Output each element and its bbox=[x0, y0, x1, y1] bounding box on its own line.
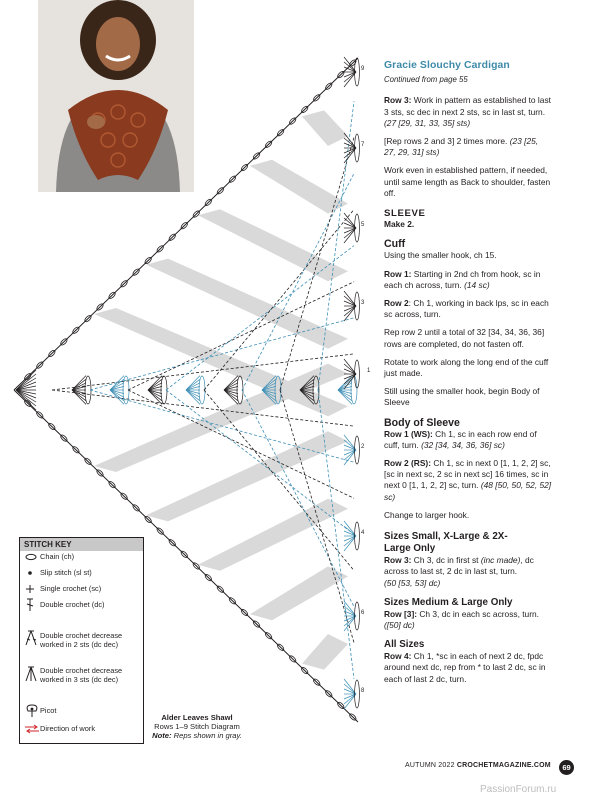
dc-fan-stitch bbox=[338, 390, 352, 397]
cuff-row1-count: (14 sc) bbox=[464, 279, 490, 290]
footer-season: AUTUMN 2022 bbox=[405, 762, 457, 769]
stitch-row-line bbox=[242, 173, 354, 390]
key-chain: Chain (ch) bbox=[40, 552, 75, 561]
key-dc: Double crochet (dc) bbox=[40, 600, 105, 609]
sm-row3-label: Row [3]: bbox=[384, 608, 418, 619]
gray-repeat-band bbox=[250, 566, 348, 620]
edge-fan-stitch bbox=[344, 374, 356, 384]
rotate-text: Rotate to work along the long end of the cuff just made. bbox=[384, 356, 549, 379]
repeat-text: [Rep rows 2 and 3] 2 times more. bbox=[384, 136, 510, 147]
sleeve-title: SLEEVE bbox=[384, 208, 426, 220]
key-direction: Direction of work bbox=[40, 724, 96, 733]
dc-fan-stitch bbox=[224, 390, 238, 397]
repeat-counts: (23 [25, 27, 29, 31] sts) bbox=[384, 136, 539, 158]
body-row1-label: Row 1 (WS): bbox=[384, 428, 433, 439]
change-hook: Change to larger hook. bbox=[384, 509, 470, 520]
key-slip: Slip stitch (sl st) bbox=[40, 568, 92, 577]
row-number: 1 bbox=[367, 368, 371, 374]
caption-note-label: Note: bbox=[152, 731, 172, 740]
dc-fan-stitch bbox=[338, 383, 352, 390]
edge-fan-stitch bbox=[344, 306, 356, 316]
edge-fan-stitch bbox=[344, 536, 356, 546]
row-number: 2 bbox=[361, 444, 365, 450]
body-row2 bbox=[384, 458, 552, 503]
row-number: 7 bbox=[361, 142, 365, 148]
still-text: Still using the smaller hook, begin Body of Sleeve bbox=[384, 386, 540, 408]
row3-paragraph bbox=[384, 95, 552, 129]
pattern-instructions bbox=[384, 60, 552, 685]
row-number: 4 bbox=[361, 530, 365, 536]
stitch-row-line bbox=[318, 101, 354, 390]
caption-subtitle: Rows 1–9 Stitch Diagram bbox=[154, 722, 240, 731]
edge-fan-stitch bbox=[344, 228, 356, 238]
sizes-med-title: Sizes Medium & Large Only bbox=[384, 596, 513, 608]
stitch-key-title: STITCH KEY bbox=[20, 538, 143, 551]
ss-row3-label: Row 3: bbox=[384, 555, 412, 566]
dc-decrease-3-icon bbox=[24, 666, 38, 682]
caption-title: Alder Leaves Shawl bbox=[161, 713, 233, 722]
edge-fan-stitch bbox=[344, 694, 356, 704]
caption-note: Reps shown in gray. bbox=[171, 731, 242, 740]
sizes-med-row3 bbox=[384, 609, 552, 631]
edge-fan-stitch bbox=[344, 138, 356, 148]
gray-repeat-band bbox=[250, 160, 348, 214]
all-row4-label: Row 4: bbox=[384, 651, 412, 662]
body-row1-count: (32 [34, 34, 36, 36] sc) bbox=[421, 439, 505, 450]
key-dc-dec3: Double crochet decrease worked in 3 sts (dc dec) bbox=[40, 666, 123, 684]
cuff-row2-label: Row 2 bbox=[384, 298, 409, 309]
pattern-title: Gracie Slouchy Cardigan bbox=[384, 60, 510, 71]
body-row2-count: (48 [50, 50, 52, 52] sc) bbox=[384, 480, 552, 502]
row-number: 6 bbox=[361, 610, 365, 616]
make-two: Make 2. bbox=[384, 219, 415, 230]
dc-fan-stitch bbox=[224, 383, 238, 390]
all-row4-text: Ch 1, *sc in each of next 2 dc, fpdc around next dc, rep from * to last 2 dc, sc in each of last 2 dc, turn. bbox=[384, 651, 546, 684]
dc-decrease-2-icon bbox=[24, 630, 38, 646]
slip-stitch-icon bbox=[24, 569, 38, 577]
edge-fan-stitch bbox=[344, 440, 356, 450]
cuff-row2 bbox=[384, 298, 552, 320]
row3-label: Row 3: bbox=[384, 95, 412, 106]
footer-line bbox=[405, 762, 551, 769]
dc-fan-stitch bbox=[148, 383, 162, 390]
row3-text: Work in pattern as established to last 3 sts, sc dec in next 2 sts, sc in last st, turn. bbox=[384, 95, 551, 117]
apex-stitch bbox=[16, 390, 36, 398]
cuff-row1-text: Starting in 2nd ch from hook, sc in each ch across, turn. bbox=[384, 268, 541, 290]
sizes-small-row3 bbox=[384, 555, 552, 589]
edge-fan-stitch bbox=[344, 450, 356, 460]
body-title: Body of Sleeve bbox=[384, 416, 460, 429]
apex-stitch bbox=[16, 390, 36, 406]
key-sc: Single crochet (sc) bbox=[40, 584, 102, 593]
single-crochet-icon bbox=[24, 584, 38, 594]
edge-fan-stitch bbox=[344, 296, 356, 306]
stitch-key bbox=[19, 537, 144, 744]
body-row1-text: Ch 1, sc in each row end of cuff, turn. bbox=[384, 428, 537, 450]
edge-fan-stitch bbox=[344, 616, 356, 626]
cuff-row2-text: : Ch 1, working in back lps, sc in each sc across, turn. bbox=[384, 298, 549, 320]
direction-arrow-icon bbox=[24, 724, 40, 734]
key-picot: Picot bbox=[40, 706, 57, 715]
body-row1 bbox=[384, 429, 552, 451]
page-number: 69 bbox=[559, 760, 574, 775]
sm-row3-count: ([50] dc) bbox=[384, 619, 415, 630]
watermark: PassionForum.ru bbox=[480, 784, 557, 795]
continued-note: Continued from page 55 bbox=[384, 75, 468, 85]
ss-row3-inc: (inc made) bbox=[480, 555, 521, 566]
stitch-row-line bbox=[318, 390, 354, 679]
row-number: 9 bbox=[361, 66, 365, 72]
edge-fan-stitch bbox=[344, 684, 356, 694]
gray-repeat-band bbox=[198, 209, 348, 281]
cuff-repeat: Rep row 2 until a total of 32 [34, 34, 36, 36] rows are completed, do not fasten off. bbox=[384, 327, 545, 349]
row3-counts: (27 [29, 31, 33, 35] sts) bbox=[384, 117, 471, 128]
repeat-paragraph bbox=[384, 136, 552, 158]
key-dc-dec2: Double crochet decrease worked in 2 sts (dc dec) bbox=[40, 631, 123, 649]
gray-repeat-band bbox=[302, 634, 348, 670]
sm-row3-text: Ch 3, dc in each sc across, turn. bbox=[417, 608, 539, 619]
edge-fan-stitch bbox=[344, 72, 356, 82]
body-row2-label: Row 2 (RS): bbox=[384, 458, 431, 469]
work-even-paragraph: Work even in established pattern, if needed, until same length as Back to shoulder, fasten off. bbox=[384, 165, 551, 198]
row-number: 3 bbox=[361, 300, 365, 306]
dc-fan-stitch bbox=[186, 390, 200, 397]
edge-fan-stitch bbox=[344, 526, 356, 536]
ss-row3-count: (50 [53, 53] dc) bbox=[384, 577, 441, 588]
gray-repeat-band bbox=[198, 499, 348, 571]
cuff-row1-label: Row 1: bbox=[384, 268, 412, 279]
apex-stitch bbox=[16, 374, 36, 390]
footer-magazine: CROCHETMAGAZINE.COM bbox=[456, 762, 551, 769]
cuff-title: Cuff bbox=[384, 238, 406, 251]
stitch-row-line bbox=[242, 390, 354, 607]
ss-row3-text2: , dc across to last st, 2 dc in last st, turn. bbox=[384, 555, 534, 577]
all-sizes-title: All Sizes bbox=[384, 639, 425, 651]
sizes-small-title: Sizes Small, X-Large & 2X-Large Only bbox=[384, 531, 508, 555]
row-number: 8 bbox=[361, 688, 365, 694]
row-number: 5 bbox=[361, 222, 365, 228]
edge-fan-stitch bbox=[344, 148, 356, 158]
apex-stitch bbox=[16, 382, 36, 390]
cuff-hook: Using the smaller hook, ch 15. bbox=[384, 250, 497, 261]
edge-fan-stitch bbox=[344, 218, 356, 228]
dc-fan-stitch bbox=[148, 390, 162, 397]
all-sizes-row4 bbox=[384, 651, 552, 685]
double-crochet-icon bbox=[24, 598, 38, 612]
chain-icon bbox=[24, 553, 38, 561]
dc-fan-stitch bbox=[186, 383, 200, 390]
ss-row3-text: Ch 3, dc in first st bbox=[411, 555, 481, 566]
gray-repeat-band bbox=[302, 110, 348, 146]
cuff-row1 bbox=[384, 269, 552, 291]
diagram-caption bbox=[132, 713, 262, 740]
picot-icon bbox=[24, 704, 40, 718]
body-row2-text: Ch 1, sc in next 0 [1, 1, 2, 2] sc, [sc in next sc, 2 sc in next sc] 16 times, sc in next 0 [1, 1, 2, 2] sc, turn. bbox=[384, 458, 551, 491]
